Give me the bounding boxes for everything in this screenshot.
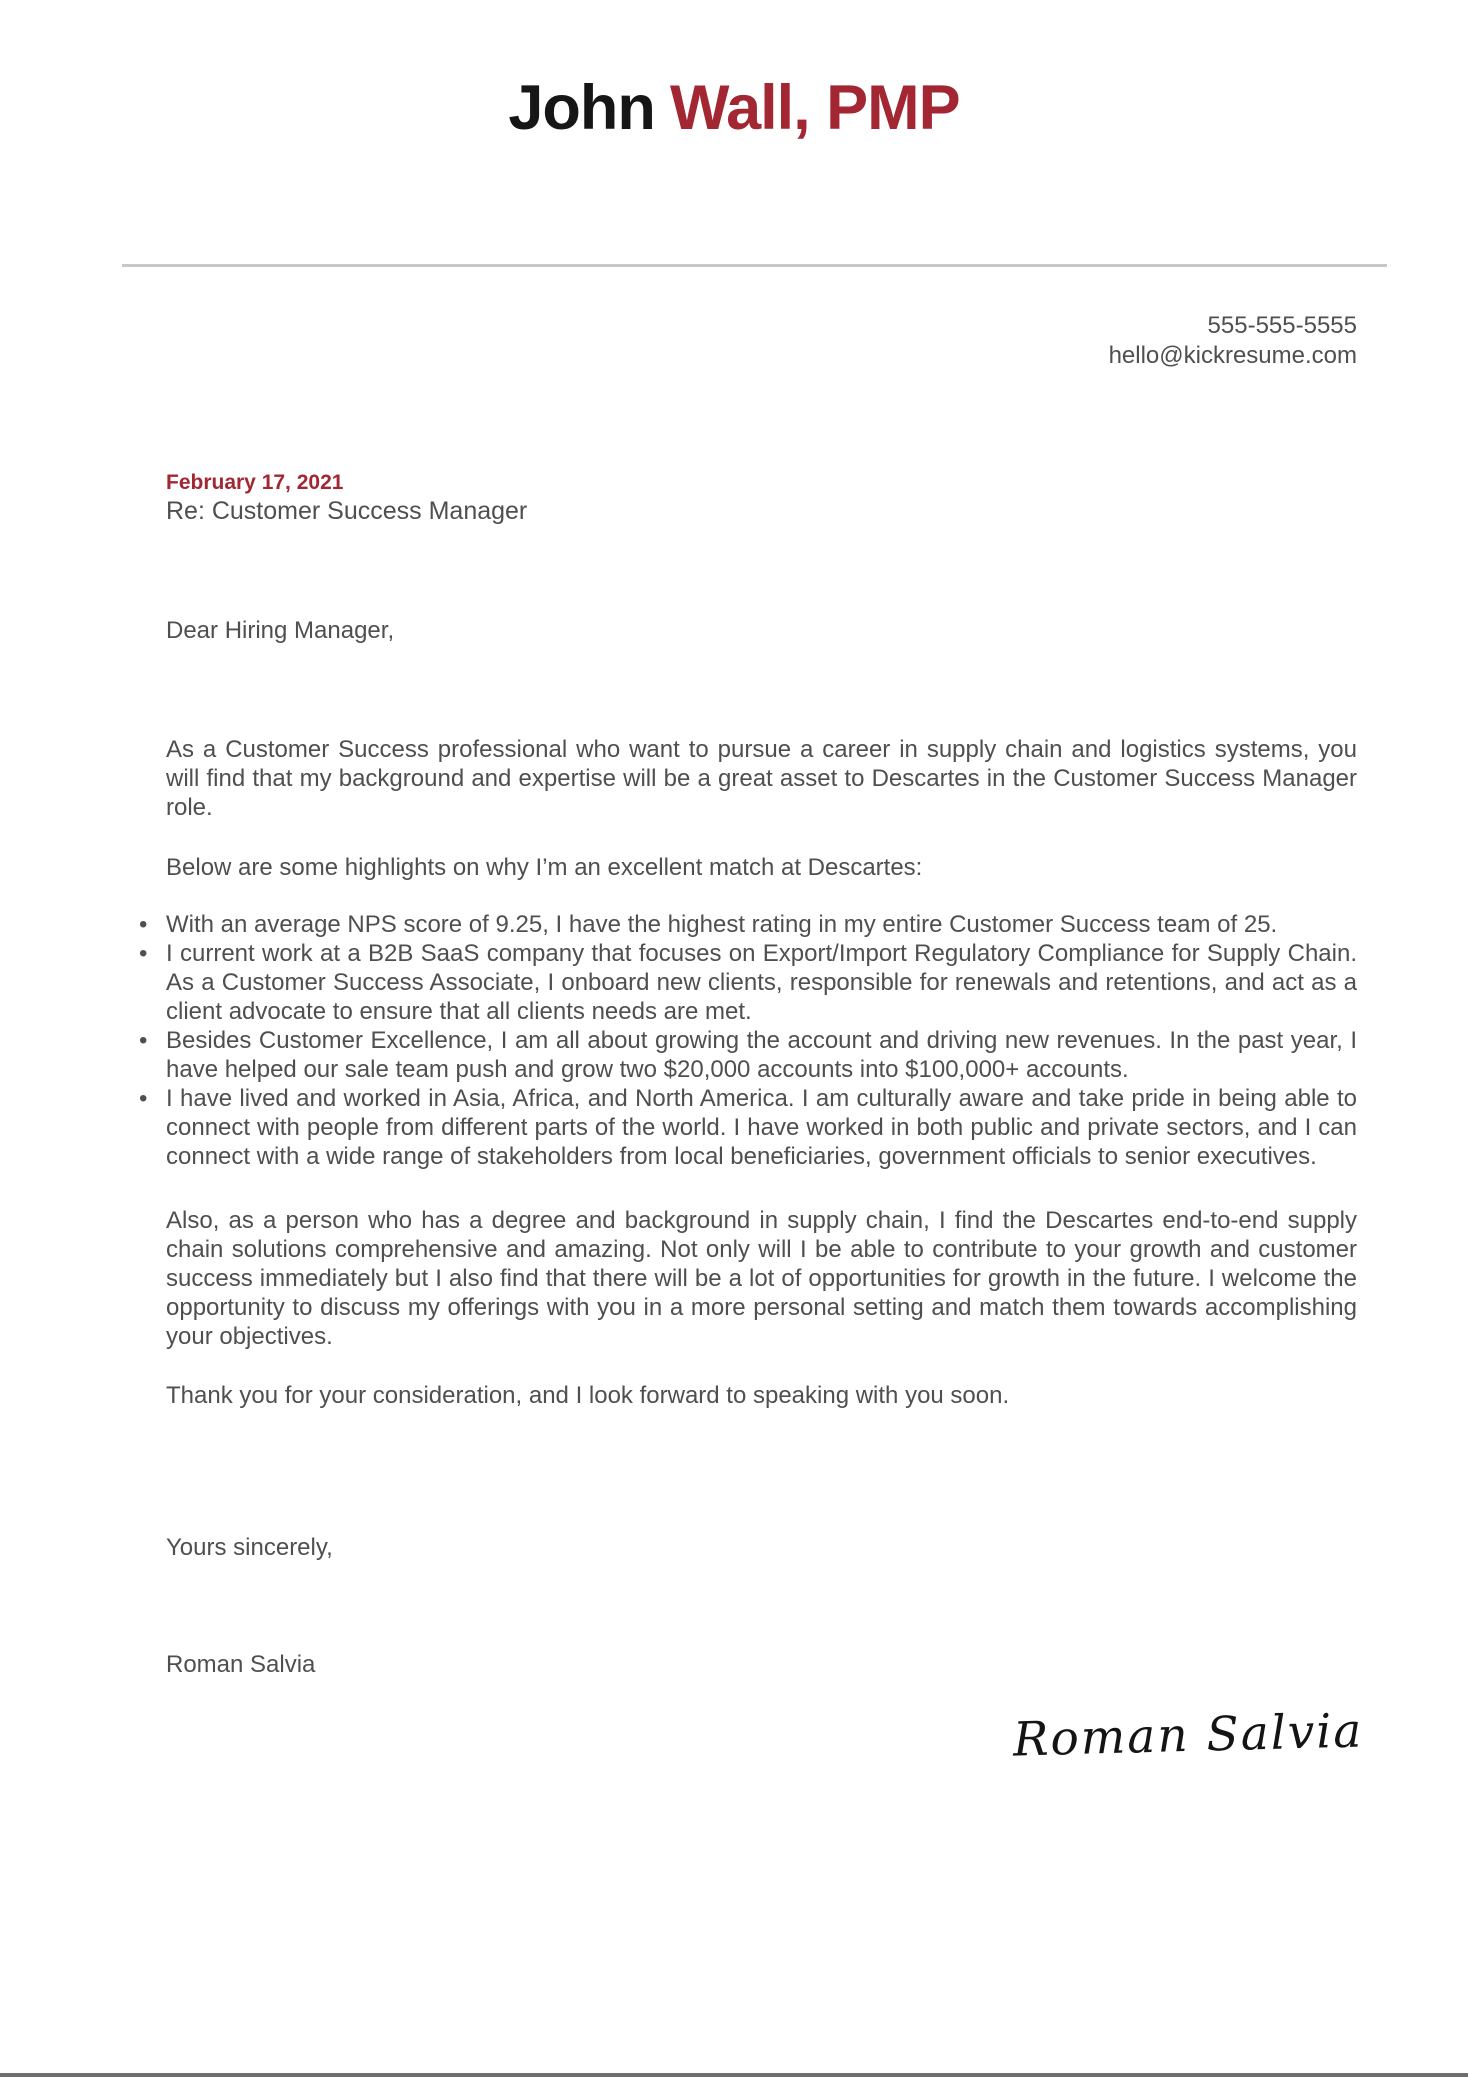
phone-number: 555-555-5555 [1207, 312, 1357, 339]
list-item: • Besides Customer Excellence, I am all about growing the account and driving new revenues. In the past year, I have helped our sale team push and grow two $20,000 accounts into $100,000+ accounts. [166, 1026, 1357, 1084]
page-title [0, 72, 1468, 144]
contact-block [166, 311, 1357, 371]
paragraph-also: Also, as a person who has a degree and background in supply chain, I find the Descartes end-to-end supply chain solutions comprehensive and amazing. Not only will I be able to contribute to your growth and customer success immediately but I also find that there will be a lot of opportunities for growth in the future. I welcome the opportunity to discuss my offerings with you in a more personal setting and match them towards accomplishing your objectives. [166, 1207, 1357, 1350]
letter-body [166, 735, 1357, 1410]
name-first: John [508, 73, 655, 143]
list-item: • With an average NPS score of 9.25, I have the highest rating in my entire Customer Success team of 25. [166, 910, 1357, 939]
letter-date: February 17, 2021 [166, 471, 344, 494]
header-divider [122, 264, 1387, 267]
name-credentials: Wall, PMP [669, 73, 960, 143]
page-bottom-rule [0, 2073, 1468, 2077]
email-address: hello@kickresume.com [1108, 342, 1357, 369]
list-item: • I have lived and worked in Asia, Africa, and North America. I am culturally aware and take pride in being able to connect with people from different parts of the world. I have worked in both public and private sectors, and I can connect with a wide range of stakeholders from local beneficiaries, government officials to senior executives. [166, 1084, 1357, 1171]
letter-subject: Re: Customer Success Manager [166, 497, 528, 525]
handwritten-signature: Roman Salvia [1011, 1703, 1364, 1768]
paragraph-intro: As a Customer Success professional who want to pursue a career in supply chain and logistics systems, you will find that my background and expertise will be a great asset to Descartes in the Customer Success Manager role. [166, 736, 1357, 821]
highlights-list [166, 910, 1357, 1171]
paragraph-thanks: Thank you for your consideration, and I look forward to speaking with you soon. [166, 1382, 1010, 1409]
paragraph-highlights-lead: Below are some highlights on why I’m an excellent match at Descartes: [166, 854, 923, 881]
list-item: • I current work at a B2B SaaS company that focuses on Export/Import Regulatory Compliance for Supply Chain. As a Customer Success Associate, I onboard new clients, responsible for renewals and retentions, and act as a client advocate to ensure that all clients needs are met. [166, 939, 1357, 1026]
sender-name: Roman Salvia [166, 1651, 316, 1678]
closing-phrase: Yours sincerely, [166, 1534, 333, 1561]
salutation: Dear Hiring Manager, [166, 617, 395, 644]
